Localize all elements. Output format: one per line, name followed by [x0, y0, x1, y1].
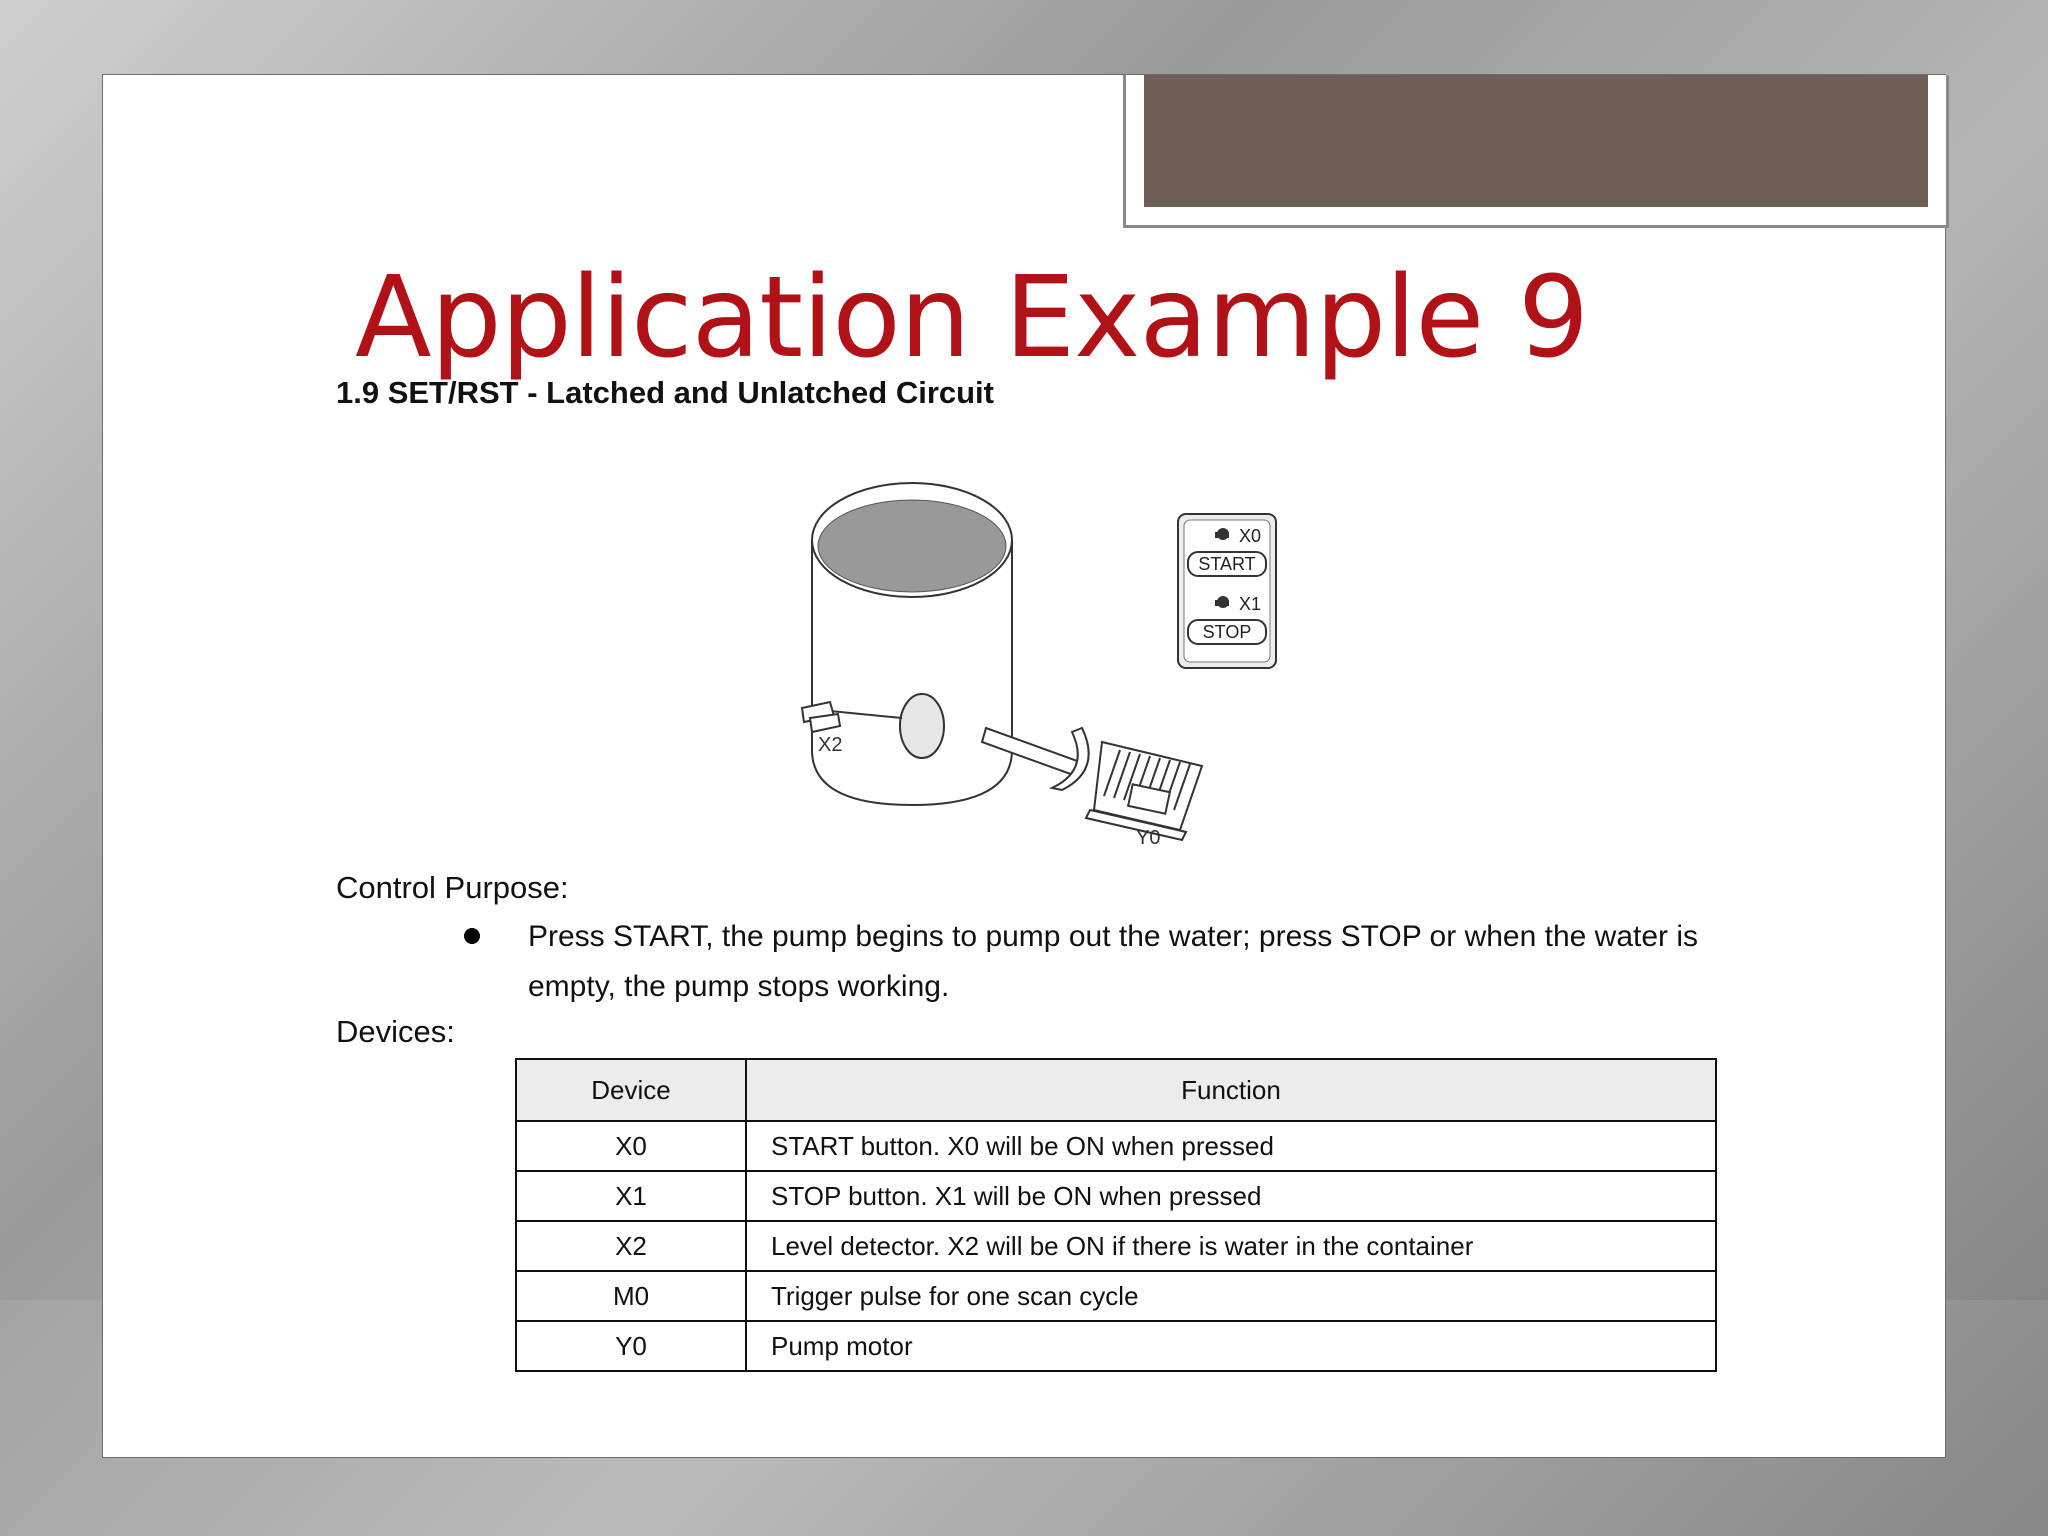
pump-motor-icon	[1086, 742, 1202, 840]
control-purpose-bullet	[464, 912, 1714, 1012]
table-row	[516, 1321, 1716, 1371]
title-tab-fill	[1144, 75, 1928, 207]
device-cell: X1	[516, 1171, 746, 1221]
y0-label: Y0	[1136, 827, 1161, 849]
pump-diagram	[790, 470, 1290, 860]
function-cell: START button. X0 will be ON when pressed	[746, 1121, 1716, 1171]
device-column-header: Device	[516, 1059, 746, 1121]
section-heading: 1.9 SET/RST - Latched and Unlatched Circuit	[336, 375, 994, 410]
table-row	[516, 1171, 1716, 1221]
table-row	[516, 1121, 1716, 1171]
bullet-dot-icon	[464, 928, 480, 944]
device-cell: X0	[516, 1121, 746, 1171]
devices-label: Devices:	[336, 1014, 455, 1049]
slide-title: Application Example 9	[355, 253, 1589, 383]
function-cell: STOP button. X1 will be ON when pressed	[746, 1171, 1716, 1221]
function-column-header: Function	[746, 1059, 1716, 1121]
table-row	[516, 1221, 1716, 1271]
device-cell: X2	[516, 1221, 746, 1271]
stop-label: STOP	[1202, 622, 1252, 642]
device-cell: Y0	[516, 1321, 746, 1371]
control-panel	[1178, 514, 1276, 668]
function-cell: Trigger pulse for one scan cycle	[746, 1271, 1716, 1321]
table-header-row	[516, 1059, 1716, 1121]
control-purpose-label: Control Purpose:	[336, 870, 569, 905]
function-cell: Level detector. X2 will be ON if there is water in the container	[746, 1221, 1716, 1271]
function-cell: Pump motor	[746, 1321, 1716, 1371]
start-label: START	[1198, 554, 1256, 574]
device-cell: M0	[516, 1271, 746, 1321]
title-tab-decoration	[1123, 75, 1949, 228]
table-row	[516, 1271, 1716, 1321]
x2-label: X2	[818, 734, 843, 756]
water-tank	[812, 483, 1012, 805]
devices-table	[515, 1058, 1717, 1372]
control-purpose-text: Press START, the pump begins to pump out the water; press STOP or when the water is empty, the pump stops working.	[528, 920, 1699, 1003]
x1-label: X1	[1239, 594, 1262, 614]
x0-label: X0	[1239, 526, 1262, 546]
